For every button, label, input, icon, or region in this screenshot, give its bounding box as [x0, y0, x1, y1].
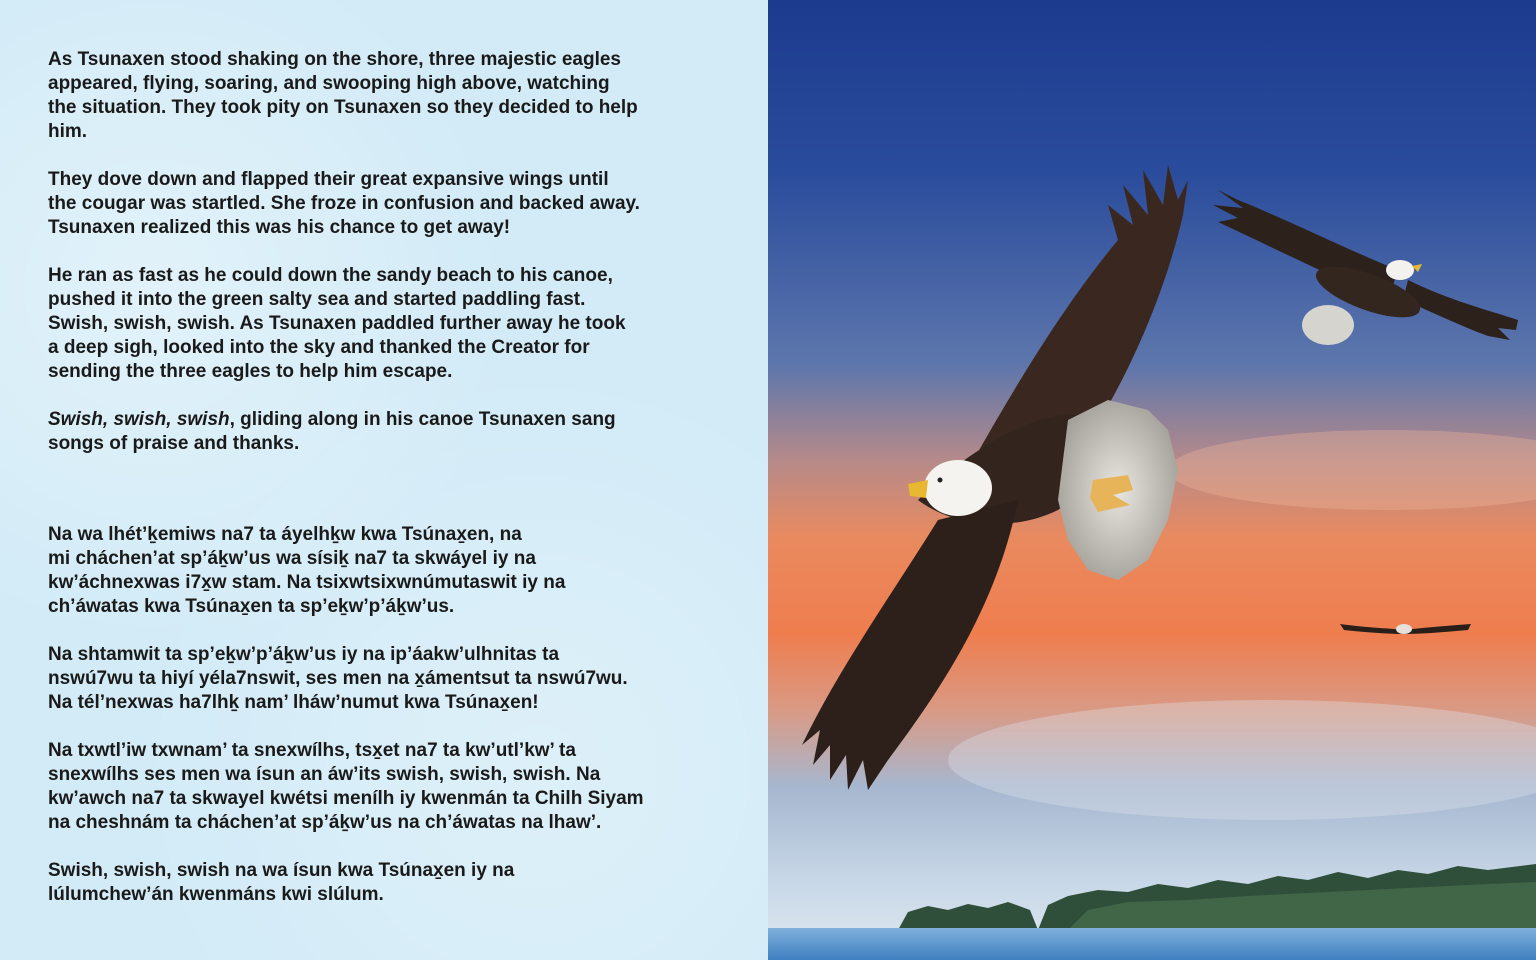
text-line: a deep sigh, looked into the sky and thanked the Creator for — [48, 337, 590, 358]
text-line: pushed it into the green salty sea and started paddling fast. — [48, 289, 586, 310]
sea-water — [768, 928, 1536, 960]
text-line: Tsunaxen realized this was his chance to get away! — [48, 217, 511, 238]
text-line: songs of praise and thanks. — [48, 433, 300, 454]
text-line: Swish, swish, swish. As Tsunaxen paddled further away he took — [48, 313, 626, 334]
medium-eagle-tail — [1302, 305, 1354, 345]
text-line: snexwílhs ses men wa ísun an áw’its swish, swish, swish. Na — [48, 764, 601, 785]
text-line: sending the three eagles to help him escape. — [48, 361, 453, 382]
text-line: Na txwtl’iw txwnam’ ta snexwílhs, tsx̱et na7 ta kw’utl’kw’ ta — [48, 740, 576, 761]
medium-eagle-head — [1386, 260, 1414, 280]
text-line: Na tél’nexwas ha7lhḵ nam’ lháw’numut kwa Tsúnax̱en! — [48, 692, 539, 713]
text-line: They dove down and flapped their great expansive wings until — [48, 169, 609, 190]
squamish-paragraph-1 — [48, 523, 668, 619]
text-line: Swish, swish, swish na wa ísun kwa Tsúnax̱en iy na — [48, 860, 515, 881]
english-paragraph-1 — [48, 48, 668, 144]
text-line: kw’awch na7 ta skwayel kwétsi menílh iy kwenmán ta Chilh Siyam — [48, 788, 644, 809]
text-line: He ran as fast as he could down the sandy beach to his canoe, — [48, 265, 613, 286]
text-line: As Tsunaxen stood shaking on the shore, three majestic eagles — [48, 49, 621, 70]
text-line: the situation. They took pity on Tsunaxen so they decided to help — [48, 97, 638, 118]
english-paragraph-4 — [48, 408, 668, 456]
squamish-paragraph-3 — [48, 739, 668, 835]
text-line: lúlumchew’án kwenmáns kwi slúlum. — [48, 884, 384, 905]
large-eagle-head — [924, 460, 992, 516]
illustration-svg — [768, 0, 1536, 960]
text-line: na cheshnám ta cháchen’at sp’áḵw’us na ch’áwatas na lhaw’. — [48, 812, 602, 833]
text-line: ch’áwatas kwa Tsúnax̱en ta sp’eḵw’p’áḵw’us. — [48, 596, 455, 617]
text-line: nswú7wu ta hiyí yéla7nswit, ses men na x̱ámentsut ta nswú7wu. — [48, 668, 628, 689]
english-paragraph-2 — [48, 168, 668, 240]
text-fragment: , gliding along in his canoe Tsunaxen sang — [229, 409, 616, 430]
italic-swish: Swish, swish, swish — [48, 409, 230, 430]
text-line: mi cháchen’at sp’áḵw’us wa sísiḵ na7 ta skwáyel iy na — [48, 548, 536, 569]
text-line: Na wa lhét’ḵemiws na7 ta áyelhḵw kwa Tsúnax̱en, na — [48, 524, 522, 545]
english-paragraph-3 — [48, 264, 668, 384]
text-line: kw’áchnexwas i7x̱w stam. Na tsixwtsixwnúmutaswit iy na — [48, 572, 566, 593]
squamish-paragraph-2 — [48, 643, 668, 715]
distant-eagle-head — [1396, 624, 1412, 634]
eagles-illustration — [768, 0, 1536, 960]
text-line — [48, 408, 668, 432]
squamish-paragraph-4 — [48, 859, 668, 907]
large-eagle-eye — [938, 478, 943, 483]
text-line: appeared, flying, soaring, and swooping high above, watching — [48, 73, 610, 94]
text-line: him. — [48, 121, 88, 142]
text-line: Na shtamwit ta sp’eḵw’p’áḵw’us iy na ip’áakw’ulhnitas ta — [48, 644, 560, 665]
text-line: the cougar was startled. She froze in confusion and backed away. — [48, 193, 640, 214]
